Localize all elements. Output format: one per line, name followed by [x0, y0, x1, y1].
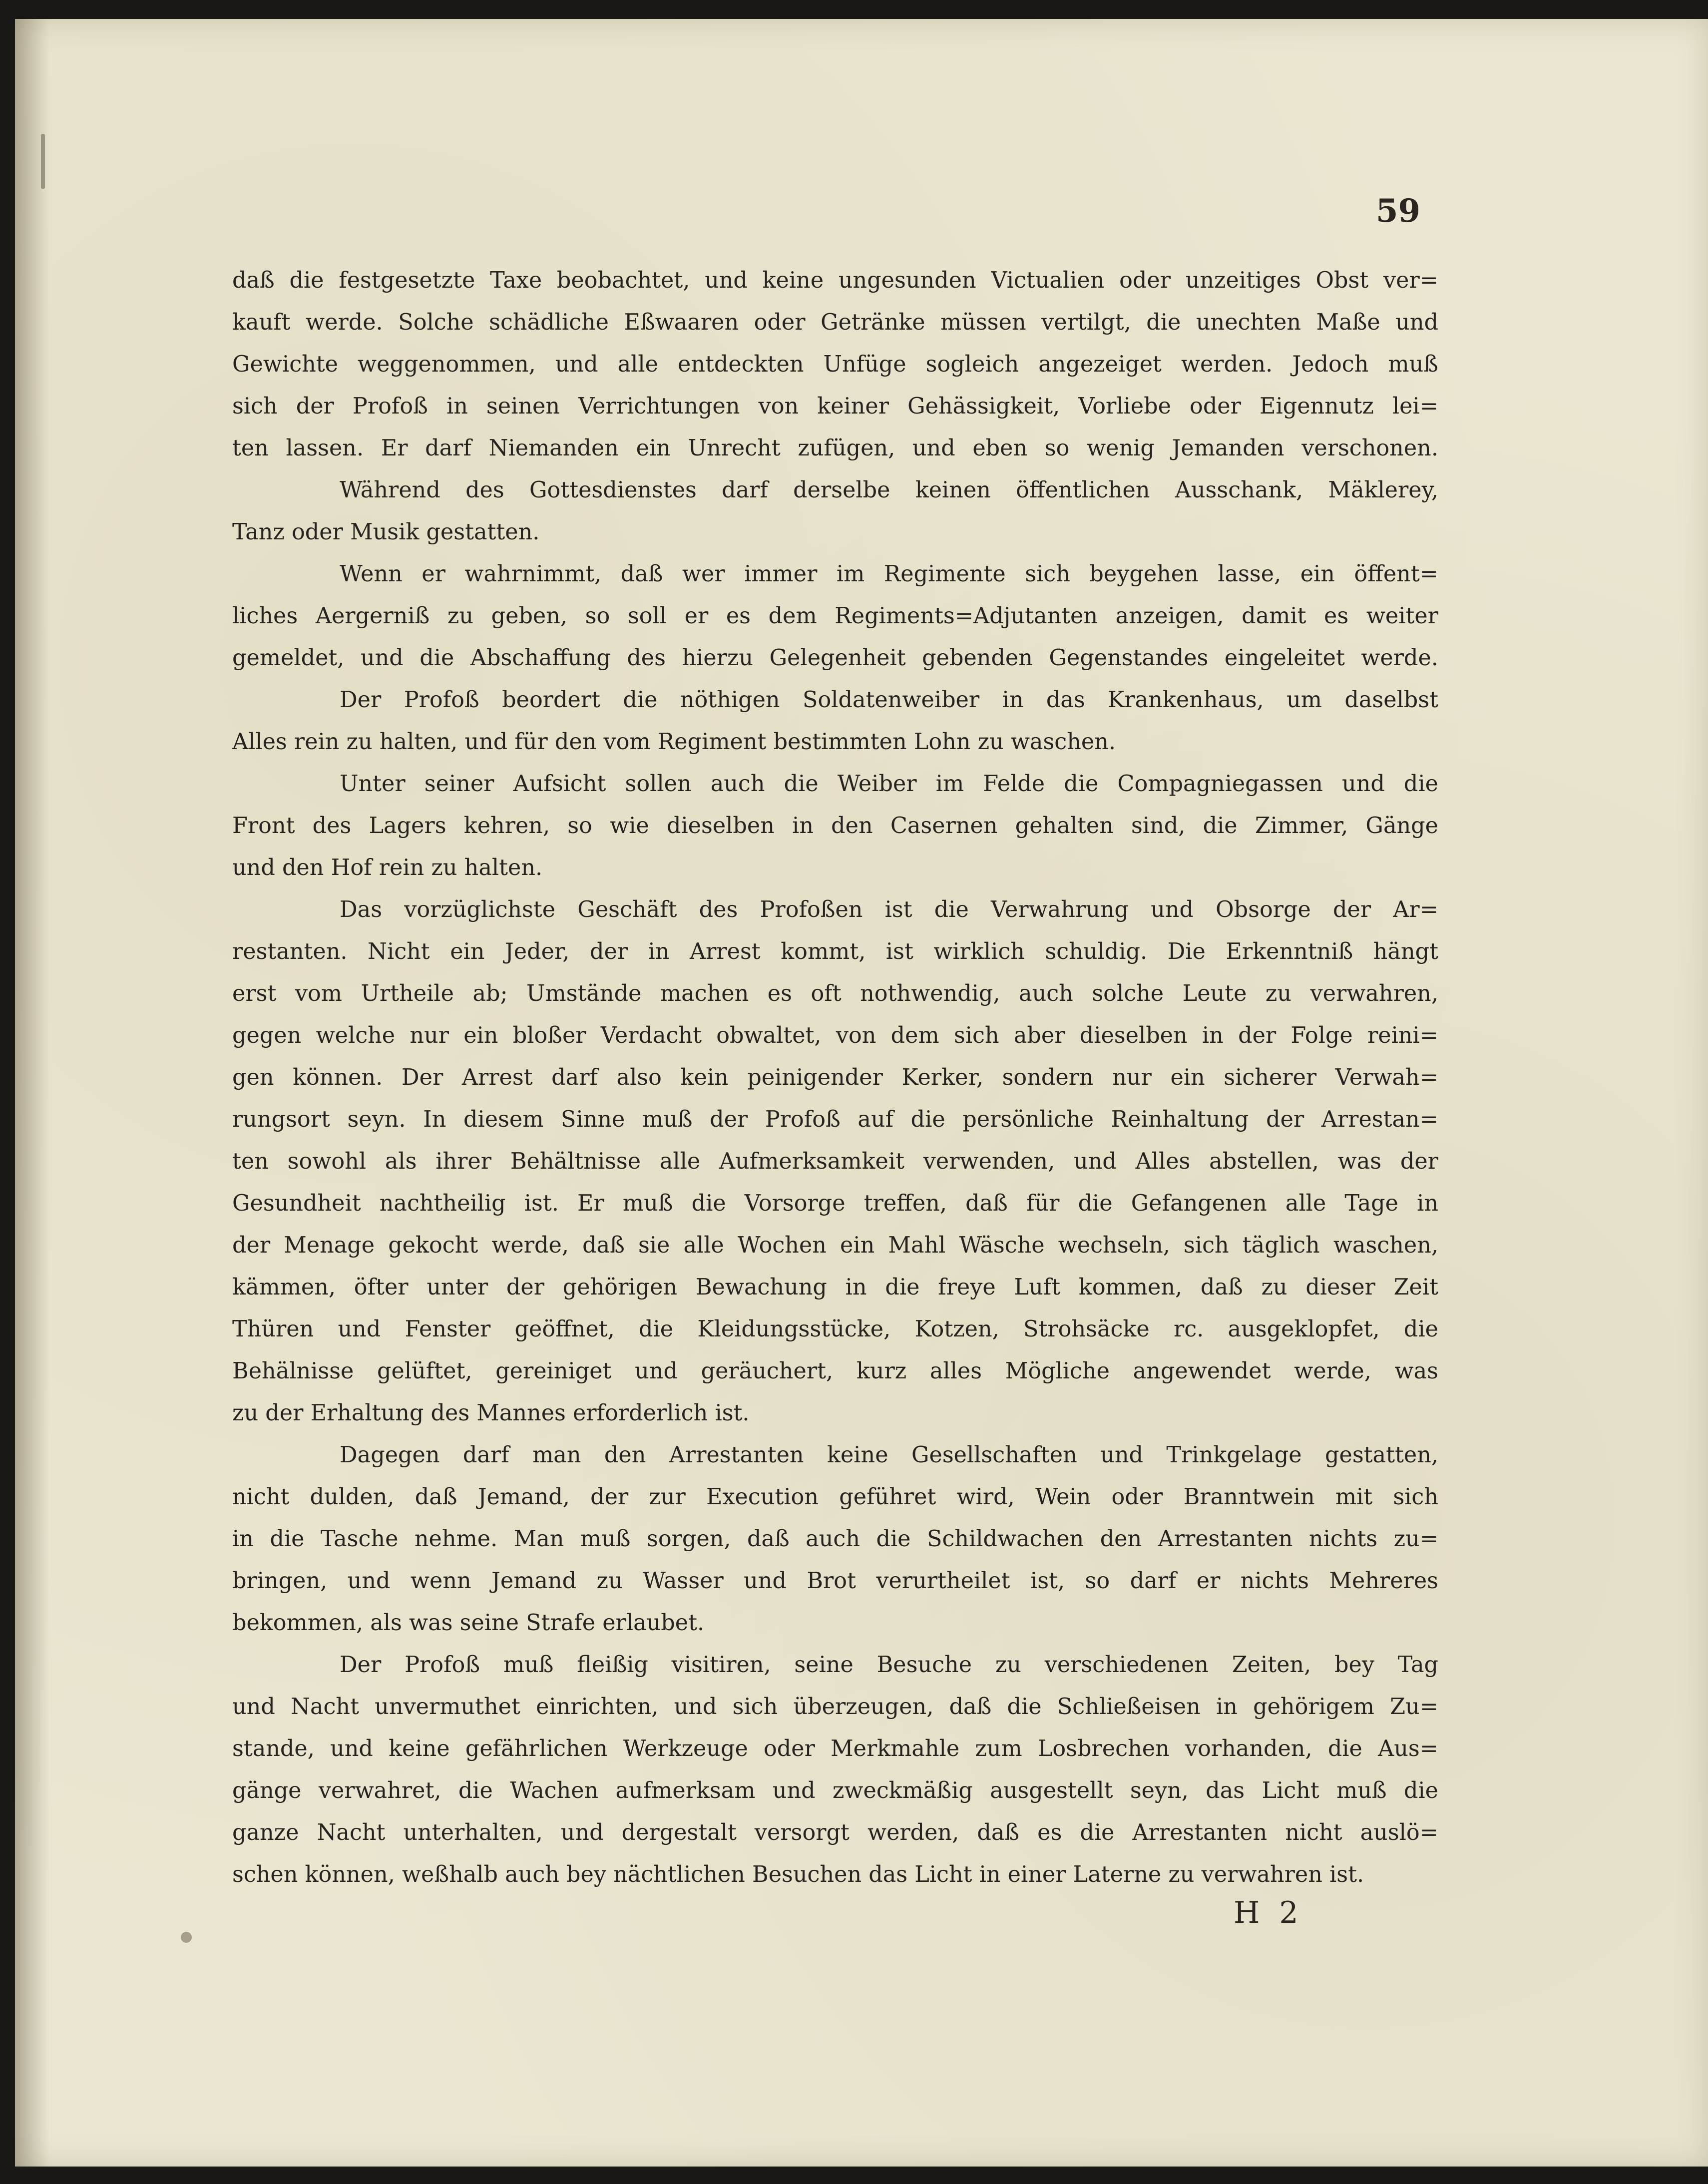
page-number: 59 [1376, 192, 1421, 230]
text-line: Thüren und Fenster geöffnet, die Kleidungsstücke, Kotzen, Strohsäcke rc. ausgeklopfet, die [232, 1316, 1438, 1342]
text-line: Alles rein zu halten, und für den vom Regiment bestimmten Lohn zu waschen. [232, 729, 1116, 755]
text-line: kämmen, öfter unter der gehörigen Bewachung in die freye Luft kommen, daß zu dieser Zeit [232, 1275, 1438, 1300]
text-line: Wenn er wahrnimmt, daß wer immer im Regimente sich beygehen lasse, ein öffent= [340, 561, 1438, 587]
ink-spot [181, 1932, 192, 1943]
binding-gutter [15, 19, 50, 2167]
text-line: zu der Erhaltung des Mannes erforderlich ist. [232, 1400, 750, 1426]
text-line: ten sowohl als ihrer Behältnisse alle Aufmerksamkeit verwenden, und Alles abstellen, was der [232, 1149, 1438, 1174]
text-line: in die Tasche nehme. Man muß sorgen, daß auch die Schildwachen den Arrestanten nichts zu= [232, 1526, 1438, 1552]
text-line: Während des Gottesdienstes darf derselbe keinen öffentlichen Ausschank, Mäklerey, [340, 477, 1438, 503]
text-line: bekommen, als was seine Strafe erlaubet. [232, 1610, 705, 1636]
text-line: liches Aergerniß zu geben, so soll er es dem Regiments=Adjutanten anzeigen, damit es weiter [232, 603, 1438, 629]
text-line: gänge verwahret, die Wachen aufmerksam und zweckmäßig ausgestellt seyn, das Licht muß die [232, 1778, 1438, 1803]
text-line: gen können. Der Arrest darf also kein peinigender Kerker, sondern nur ein sicherer Verwah= [232, 1065, 1438, 1090]
text-line: bringen, und wenn Jemand zu Wasser und Brot verurtheilet ist, so darf er nichts Mehreres [232, 1568, 1438, 1594]
text-line: und Nacht unvermuthet einrichten, und sich überzeugen, daß die Schließeisen in gehörigem Zu= [232, 1694, 1438, 1720]
text-line: rungsort seyn. In diesem Sinne muß der Profoß auf die persönliche Reinhaltung der Arrestan= [232, 1107, 1438, 1132]
text-line: ten lassen. Er darf Niemanden ein Unrecht zufügen, und eben so wenig Jemanden verschonen. [232, 436, 1438, 461]
text-line: ganze Nacht unterhalten, und dergestalt versorgt werden, daß es die Arrestanten nicht auslö= [232, 1820, 1438, 1845]
text-line: Der Profoß muß fleißig visitiren, seine Besuche zu verschiedenen Zeiten, bey Tag [340, 1652, 1438, 1678]
text-line: erst vom Urtheile ab; Umstände machen es oft nothwendig, auch solche Leute zu verwahren, [232, 981, 1438, 1006]
text-line: Gewichte weggenommen, und alle entdeckten Unfüge sogleich angezeiget werden. Jedoch muß [232, 352, 1438, 377]
text-line: stande, und keine gefährlichen Werkzeuge oder Merkmahle zum Losbrechen vorhanden, die Aus= [232, 1736, 1438, 1761]
text-line: schen können, weßhalb auch bey nächtlichen Besuchen das Licht in einer Laterne zu verwahren ist. [232, 1862, 1364, 1887]
text-line: nicht dulden, daß Jemand, der zur Execution geführet wird, Wein oder Branntwein mit sich [232, 1484, 1438, 1510]
text-line: Der Profoß beordert die nöthigen Soldatenweiber in das Krankenhaus, um daselbst [340, 687, 1438, 713]
text-line: der Menage gekocht werde, daß sie alle Wochen ein Mahl Wäsche wechseln, sich täglich waschen, [232, 1233, 1438, 1258]
text-line: Das vorzüglichste Geschäft des Profoßen ist die Verwahrung und Obsorge der Ar= [340, 897, 1438, 922]
text-line: Tanz oder Musik gestatten. [232, 519, 540, 545]
text-line: kauft werde. Solche schädliche Eßwaaren oder Getränke müssen vertilgt, die unechten Maße und [232, 310, 1438, 335]
text-line: daß die festgesetzte Taxe beobachtet, und keine ungesunden Victualien oder unzeitiges Obst ver= [232, 268, 1438, 293]
text-line: Dagegen darf man den Arrestanten keine Gesellschaften und Trinkgelage gestatten, [340, 1442, 1438, 1468]
signature-mark: H 2 [1234, 1895, 1303, 1930]
text-line: Behälnisse gelüftet, gereiniget und geräuchert, kurz alles Mögliche angewendet werde, was [232, 1358, 1438, 1384]
margin-mark [41, 134, 45, 189]
text-line: gemeldet, und die Abschaffung des hierzu Gelegenheit gebenden Gegenstandes eingeleitet werde. [232, 645, 1438, 671]
text-line: restanten. Nicht ein Jeder, der in Arrest kommt, ist wirklich schuldig. Die Erkenntniß hängt [232, 939, 1438, 964]
text-line: und den Hof rein zu halten. [232, 855, 543, 880]
body-text [232, 260, 1438, 1896]
text-line: Front des Lagers kehren, so wie dieselben in den Casernen gehalten sind, die Zimmer, Gänge [232, 813, 1438, 839]
text-line: gegen welche nur ein bloßer Verdacht obwaltet, von dem sich aber dieselben in der Folge reini= [232, 1023, 1438, 1048]
text-line: Unter seiner Aufsicht sollen auch die Weiber im Felde die Compagniegassen und die [340, 771, 1438, 797]
text-line: sich der Profoß in seinen Verrichtungen von keiner Gehässigkeit, Vorliebe oder Eigennutz lei= [232, 394, 1438, 419]
text-line: Gesundheit nachtheilig ist. Er muß die Vorsorge treffen, daß für die Gefangenen alle Tage in [232, 1191, 1438, 1216]
